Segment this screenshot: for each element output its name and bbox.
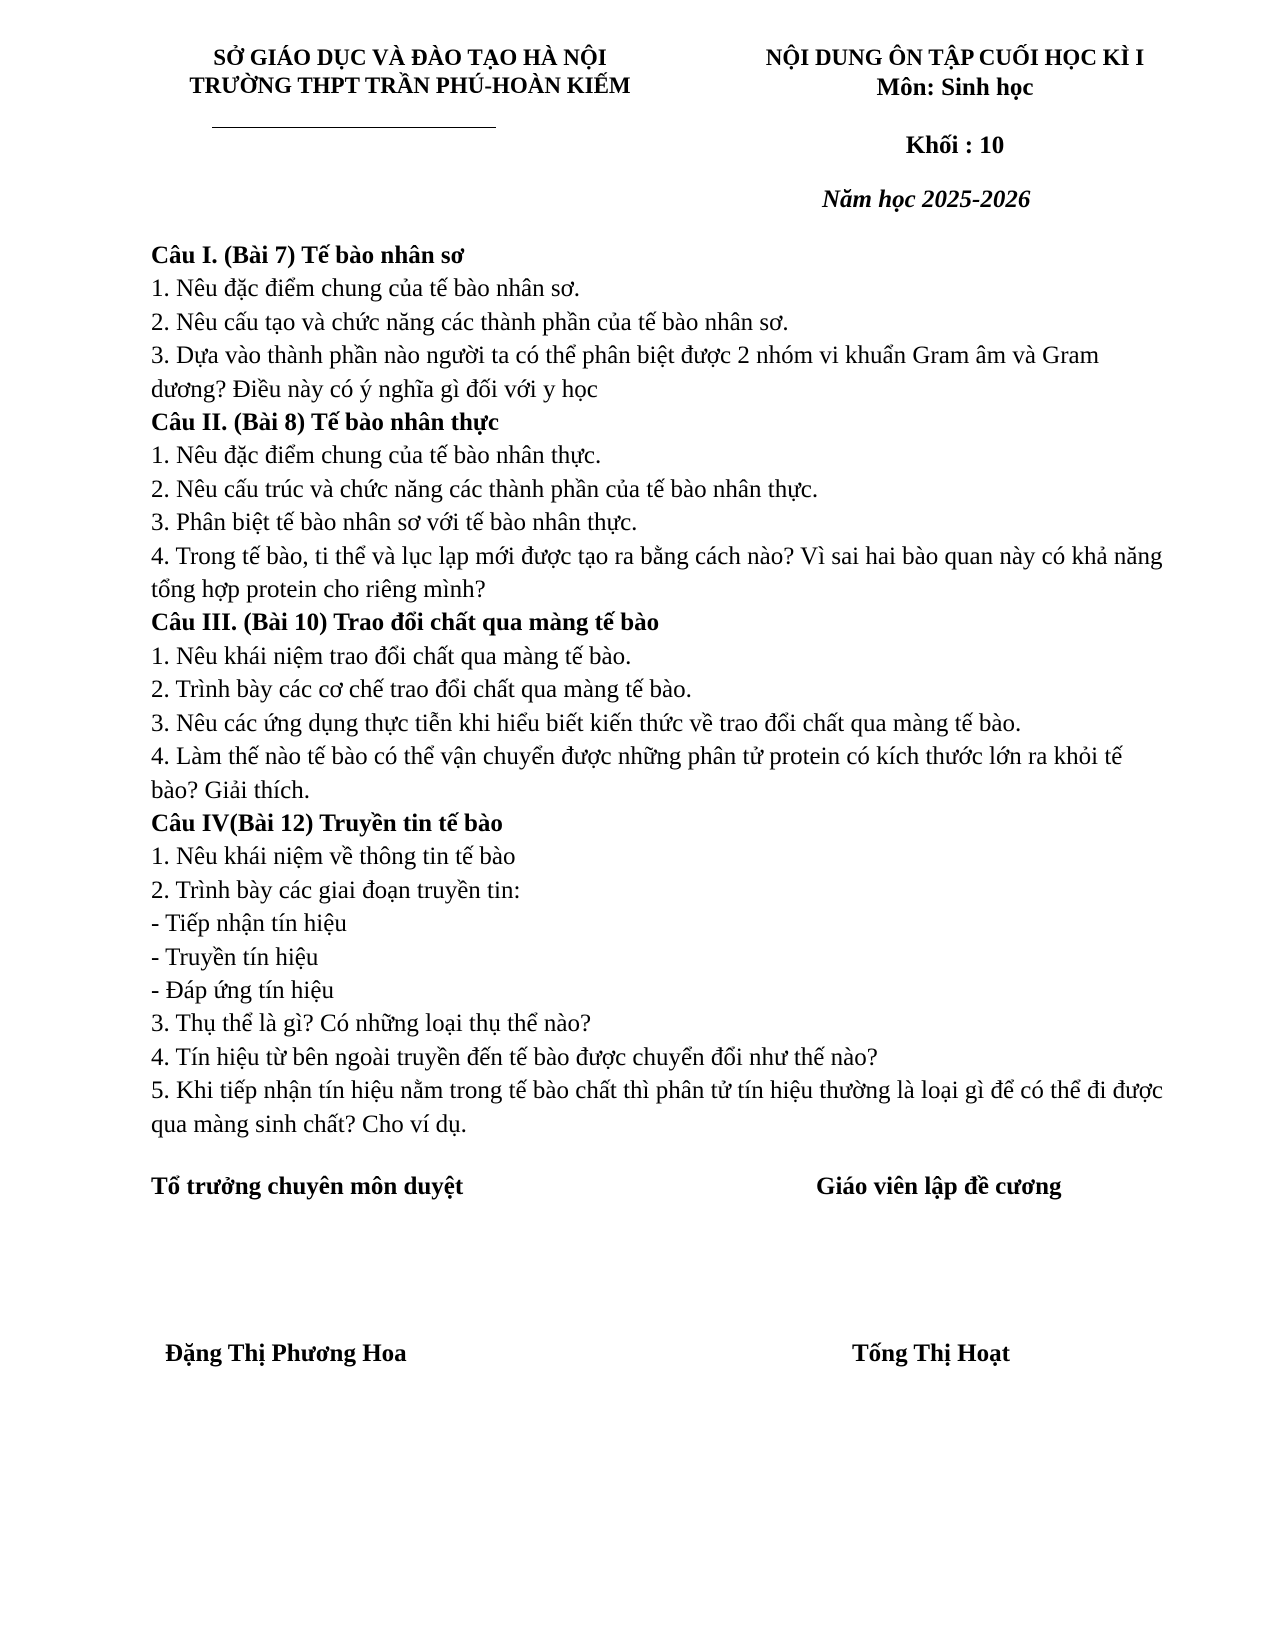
section-4 — [151, 807, 1171, 1141]
grade-label: Khối : 10 — [905, 132, 1005, 159]
school-name: TRƯỜNG THPT TRẦN PHÚ-HOÀN KIẾM — [189, 73, 631, 98]
question-item: 4. Tín hiệu từ bên ngoài truyền đến tế bào được chuyển đổi như thế nào? — [151, 1043, 878, 1071]
question-item: 3. Thụ thể là gì? Có những loại thụ thể nào? — [151, 1010, 592, 1038]
section-2 — [151, 406, 1171, 606]
document-header — [735, 44, 1175, 102]
section-title: Câu II. (Bài 8) Tế bào nhân thực — [151, 409, 499, 437]
question-item: 1. Nêu khái niệm trao đổi chất qua màng tế bào. — [151, 642, 632, 670]
author-title: Giáo viên lập đề cương — [816, 1173, 1062, 1200]
question-item: 2. Nêu cấu trúc và chức năng các thành phần của tế bào nhân thực. — [151, 475, 819, 503]
approver-title: Tổ trưởng chuyên môn duyệt — [151, 1173, 464, 1200]
question-item: 3. Nêu các ứng dụng thực tiễn khi hiểu biết kiến thức về trao đổi chất qua màng tế bào. — [151, 709, 1022, 737]
question-item: 2. Nêu cấu tạo và chức năng các thành phần của tế bào nhân sơ. — [151, 308, 789, 336]
author-name: Tống Thị Hoạt — [852, 1340, 1010, 1367]
question-item: 3. Phân biệt tế bào nhân sơ với tế bào nhân thực. — [151, 509, 638, 537]
school-year: Năm học 2025-2026 — [822, 186, 1031, 213]
question-item: 2. Trình bày các giai đoạn truyền tin: — [151, 876, 521, 904]
question-item: 1. Nêu khái niệm về thông tin tế bào — [151, 843, 516, 871]
document-title: NỘI DUNG ÔN TẬP CUỐI HỌC KÌ I — [765, 45, 1145, 70]
question-item: - Đáp ứng tín hiệu — [151, 976, 334, 1004]
question-item: 4. Làm thế nào tế bào có thể vận chuyển được những phân tử protein có kích thước lớn ra khỏi tế bào? Giải thích. — [151, 743, 1123, 804]
subject-label: Môn: Sinh học — [876, 74, 1034, 101]
question-item: 2. Trình bày các cơ chế trao đổi chất qua màng tế bào. — [151, 676, 692, 704]
question-item: 5. Khi tiếp nhận tín hiệu nằm trong tế bào chất thì phân tử tín hiệu thường là loại gì để có thể đi được qua màng sinh chất? Cho ví dụ. — [151, 1077, 1164, 1138]
question-item: 3. Dựa vào thành phần nào người ta có thể phân biệt được 2 nhóm vi khuẩn Gram âm và Gram dương? Điều này có ý nghĩa gì đối với y học — [151, 342, 1100, 403]
section-title: Câu IV(Bài 12) Truyền tin tế bào — [151, 809, 503, 837]
question-item: 1. Nêu đặc điểm chung của tế bào nhân thực. — [151, 442, 602, 470]
question-content — [151, 239, 1171, 1141]
question-item: - Tiếp nhận tín hiệu — [151, 910, 347, 938]
header-divider — [212, 127, 496, 128]
section-title: Câu III. (Bài 10) Trao đổi chất qua màng tế bào — [151, 609, 660, 637]
question-item: 1. Nêu đặc điểm chung của tế bào nhân sơ. — [151, 275, 581, 303]
approver-name: Đặng Thị Phương Hoa — [165, 1340, 407, 1367]
section-1 — [151, 239, 1171, 406]
section-title: Câu I. (Bài 7) Tế bào nhân sơ — [151, 242, 465, 269]
question-item: 4. Trong tế bào, ti thể và lục lạp mới được tạo ra bằng cách nào? Vì sai hai bào quan này có khả năng tổng hợp protein cho riêng mình? — [151, 542, 1163, 604]
question-item: - Truyền tín hiệu — [151, 943, 319, 971]
department-name: SỞ GIÁO DỤC VÀ ĐÀO TẠO HÀ NỘI — [213, 45, 607, 70]
school-header — [150, 44, 670, 100]
section-3 — [151, 606, 1171, 806]
